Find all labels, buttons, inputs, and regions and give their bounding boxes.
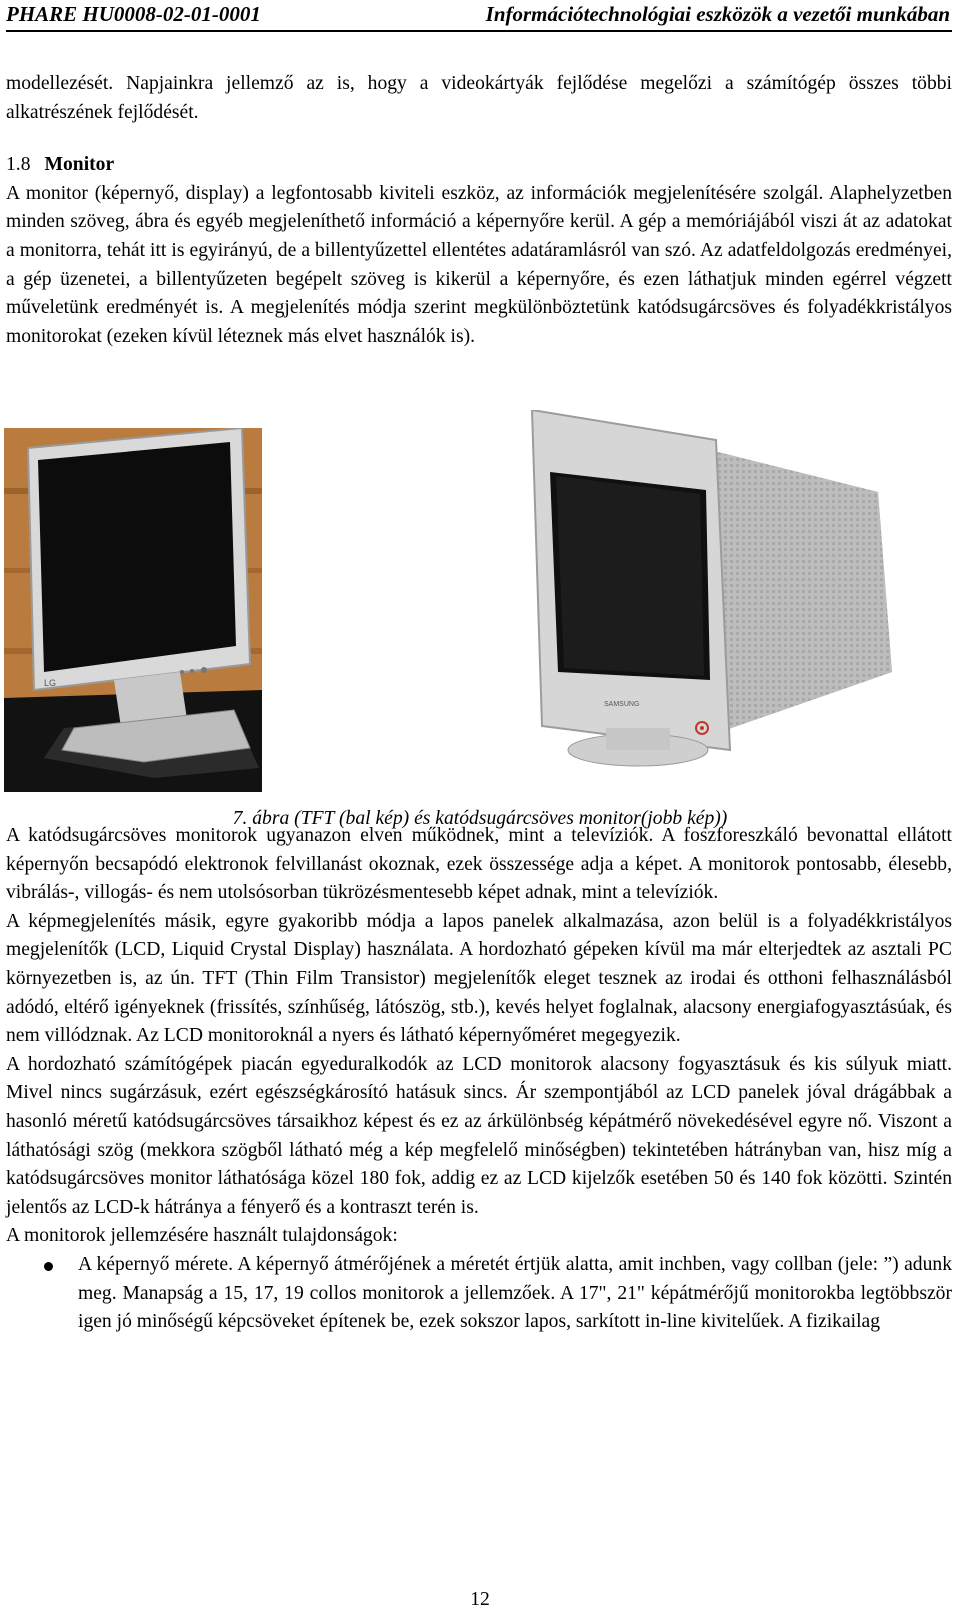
crt-monitor-image <box>520 410 900 770</box>
crt-brand-label: SAMSUNG <box>604 701 640 708</box>
figure-images <box>0 428 960 794</box>
paragraph-portable: A hordozható számítógépek piacán egyeduralkodók az LCD monitorok alacsony fogyasztásuk és kis súlyuk miatt. Mivel nincs sugárzásuk, ezért egészségkárosító hatásuk sincs. Ár szempontjából az LCD panelek jóval drágábbak a hasonló méretű katódsugárcsöves társaikhoz képest és ez az árkülönbség képátmérő növekedésével egyre nő. Viszont a láthatósági szög (mekkora szögből látható még a kép megfelelő minőségben) tekintetében hátrányban van, hisz míg a katódsugárcsöves monitor láthatósága közel 180 fok, addig ez az LCD kijelzők esetében 50 és 140 fok közötti. Szintén jelentős az LCD-k hátránya a fényerő és a kontraszt terén is. <box>6 1053 952 1218</box>
list-item: A képernyő mérete. A képernyő átmérőjének a méretét értjük alatta, amit inchben, vagy collban (jele: ”) adunk meg. Manapság a 15, 17, 19 collos monitorok a jellemzőek. A 17", 21" képátmérőjű monitorokba legtöbbször igen jó minőségű képcsöveket építenek be, ezek sokszor lapos, sarkított in-line kivitelűek. A fizikailag <box>6 1251 952 1337</box>
main-text-block <box>6 822 952 1337</box>
header-project-code: PHARE HU0008-02-01-0001 <box>6 2 261 26</box>
paragraph-properties-intro: A monitorok jellemzésére használt tulajdonságok: <box>6 1225 398 1247</box>
page-header <box>0 0 960 30</box>
section-heading <box>6 151 952 180</box>
section-title: Monitor <box>44 154 115 176</box>
section-number: 1.8 <box>6 154 31 176</box>
paragraph-crt: A katódsugárcsöves monitorok ugyanazon elven működnek, mint a televíziók. A foszforeszkáló bevonattal ellátott képernyőn becsapódó elektronok felvillanást okoznak, ezek összessége adja a képet. A monitorok pontosabb, élesebb, vibrálás-, villogás- és nem utolsósorban tükrözésmentesebb képet adnak, mint a televíziók. <box>6 825 952 904</box>
tft-monitor-image <box>4 428 262 792</box>
tft-brand-label: LG <box>44 678 57 688</box>
paragraph-lcd: A képmegjelenítés másik, egyre gyakoribb módja a lapos panelek alkalmazása, azon belül is a folyadékkristályos megjelenítők (LCD, Liquid Crystal Display) használata. A hordozható gépeken kívül ma már elterjedtek az asztali PC környezetben is, az ún. TFT (Thin Film Transistor) megjelenítők eleget tesznek az irodai és otthoni felhasználásból adódó, eltérő igényeknek (frissítés, színhűség, látószög, stb.), kevés helyet foglalnak, alacsony energiafogyasztásúak, és nem villódznak. Az LCD monitoroknál a nyers és látható képernyőméret megegyezik. <box>6 910 952 1047</box>
top-text-block <box>6 70 952 351</box>
page-number: 12 <box>470 1589 490 1610</box>
header-document-title: Információtechnológiai eszközök a vezetői munkában <box>485 2 950 26</box>
intro-paragraph: modellezését. Napjainkra jellemző az is, hogy a videokártyák fejlődése megelőzi a számítógép összes többi alkatrészének fejlődését. <box>6 73 952 123</box>
section-paragraph: A monitor (képernyő, display) a legfontosabb kiviteli eszköz, az információk megjelenítésére szolgál. Alaphelyzetben minden szöveg, ábra és egyéb megjeleníthető információ a képernyőre kerül. A gép a memóriájából viszi át az adatokat a monitorra, tehát itt is egyirányú, de a billentyűzettel ellentétes adatáramlásról van szó. Az adatfeldolgozás eredményei, a gép üzenetei, a billentyűzeten begépelt szöveg is kikerül a képernyőre, és ezen láthatjuk minden egérrel végzett műveletünk eredményét is. A megjelenítés módja szerint megkülönböztetünk katódsugárcsöves és folyadékkristályos monitorokat (ezeken kívül léteznek más elvet használók is). <box>6 182 952 347</box>
header-divider <box>6 30 952 32</box>
figure-caption: 7. ábra (TFT (bal kép) és katódsugárcsöves monitor(jobb kép)) <box>232 808 728 829</box>
properties-list <box>6 1251 952 1337</box>
